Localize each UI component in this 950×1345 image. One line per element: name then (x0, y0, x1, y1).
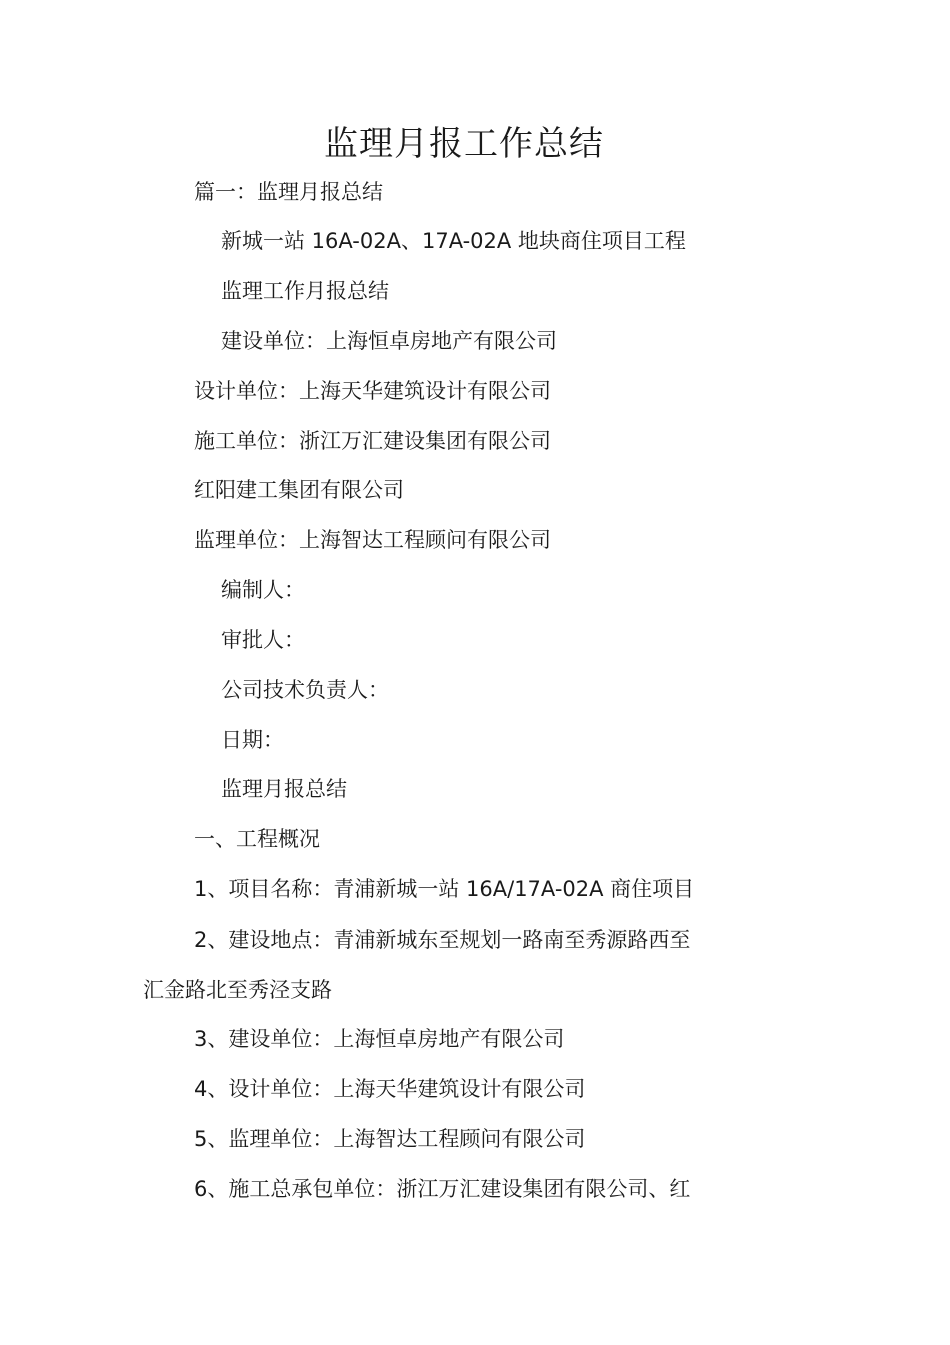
text-line-item-design-unit: 4、设计单位：上海天华建筑设计有限公司 (194, 1077, 586, 1101)
text-line-contractor-unit: 施工单位：浙江万汇建设集团有限公司 (194, 429, 551, 453)
text-line-item-construction-unit: 3、建设单位：上海恒卓房地产有限公司 (194, 1027, 565, 1051)
text-line-contractor-unit-2: 红阳建工集团有限公司 (194, 478, 404, 502)
text-line-item-location-cont: 汇金路北至秀泾支路 (143, 978, 332, 1002)
text-line-report-subtitle: 监理工作月报总结 (221, 279, 389, 303)
text-line-supervision-unit: 监理单位：上海智达工程顾问有限公司 (194, 528, 551, 552)
document-title: 监理月报工作总结 (324, 124, 604, 164)
text-line-design-unit: 设计单位：上海天华建筑设计有限公司 (194, 379, 551, 403)
text-line-item-supervision-unit: 5、监理单位：上海智达工程顾问有限公司 (194, 1127, 586, 1151)
text-line-compiler: 编制人： (221, 578, 305, 602)
text-line-approver: 审批人： (221, 628, 305, 652)
text-line-report-heading: 监理月报总结 (221, 777, 347, 801)
text-line-project-name: 新城一站 16A-02A、17A-02A 地块商住项目工程 (221, 229, 686, 253)
text-line-date: 日期： (221, 728, 284, 752)
text-line-section-heading: 篇一：监理月报总结 (194, 180, 383, 204)
text-line-construction-unit: 建设单位：上海恒卓房地产有限公司 (221, 329, 557, 353)
text-line-item-project-name: 1、项目名称：青浦新城一站 16A/17A-02A 商住项目 (194, 877, 695, 901)
text-line-technical-lead: 公司技术负责人： (221, 678, 389, 702)
text-line-item-general-contractor: 6、施工总承包单位：浙江万汇建设集团有限公司、红 (194, 1177, 691, 1201)
text-line-overview-heading: 一、工程概况 (194, 827, 320, 851)
text-line-item-location: 2、建设地点：青浦新城东至规划一路南至秀源路西至 (194, 928, 691, 952)
